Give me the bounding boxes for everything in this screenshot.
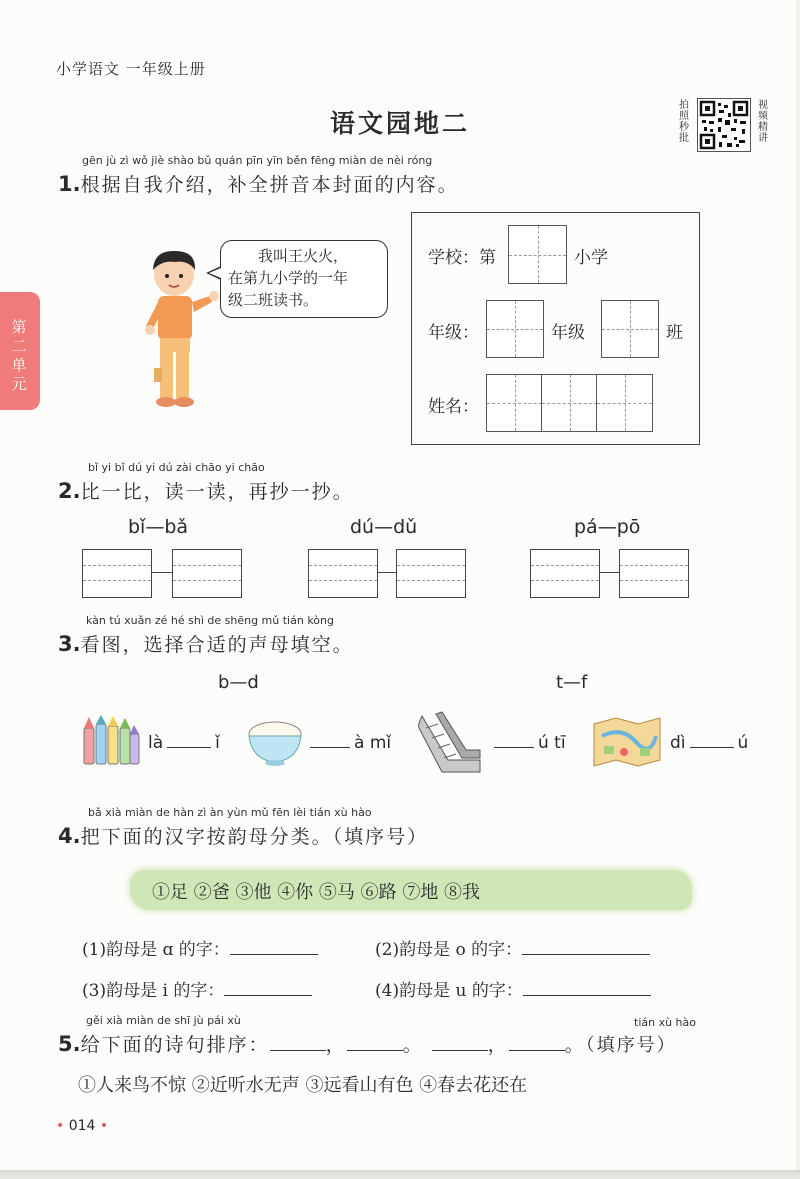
row-a-label: (1)韵母是 ɑ 的字：: [82, 940, 230, 960]
q4-text: 把下面的汉字按韵母分类。（填序号）: [80, 826, 429, 848]
item-3-after: ú tī: [538, 733, 566, 753]
crayons-icon: [82, 714, 142, 772]
option-b-d: b—d: [218, 672, 259, 693]
q5-blank-1[interactable]: [270, 1050, 326, 1051]
pinyin-box-3b[interactable]: [619, 549, 689, 598]
item-4-before: dì: [670, 733, 686, 753]
bubble-line-2: 在第九小学的一年: [228, 269, 349, 287]
q1-number: 1.: [58, 172, 81, 196]
q4-number: 4.: [58, 824, 81, 848]
q5-sep-1: ，: [325, 1034, 347, 1056]
row-o: [375, 935, 650, 960]
qr-code-icon[interactable]: [697, 98, 751, 152]
q3-question: [58, 630, 354, 657]
item-4-after: ú: [737, 733, 749, 753]
bubble-line-1: 我叫王火火，: [258, 247, 349, 265]
school-label: 学校：第: [428, 248, 496, 268]
bubble-tail-fill: [209, 268, 221, 278]
name-char-box-1[interactable]: [486, 374, 543, 432]
poem-lines: ①人来鸟不惊 ②近听水无声 ③远看山有色 ④春去花还在: [78, 1075, 528, 1096]
q1-pinyin: gēn jù zì wǒ jiè shào bǔ quán pīn yīn běn fēng miàn de nèi róng: [82, 154, 433, 167]
item-1-before: là: [148, 733, 164, 753]
row-u: [375, 976, 651, 1001]
page-number: [56, 1118, 108, 1134]
qr-left-label: 拍照秒批: [679, 100, 689, 144]
escalator-icon: [418, 710, 484, 780]
q5-blank-3[interactable]: [432, 1050, 488, 1051]
pinyin-box-3a[interactable]: [530, 549, 600, 598]
row-i: [82, 976, 312, 1001]
q2-text: 比一比，读一读，再抄一抄。: [80, 481, 354, 503]
q2-pinyin: bǐ yi bǐ dú yi dú zài chāo yi chāo: [88, 461, 265, 474]
school-char-box[interactable]: [508, 225, 567, 284]
grade-label: 年级：: [428, 323, 479, 343]
rice-bowl-icon: [246, 718, 304, 770]
q3-pinyin: kàn tú xuǎn zé hé shì de shēng mǔ tián kòng: [86, 614, 334, 627]
pinyin-box-2a[interactable]: [308, 549, 378, 598]
page-edge: [0, 1170, 800, 1179]
qr-right-label: 视频精讲: [758, 100, 768, 144]
option-t-f: t—f: [556, 672, 588, 693]
dot: •: [95, 1118, 109, 1134]
grade-char-box[interactable]: [486, 300, 544, 358]
bubble-line-3: 级二班读书。: [228, 291, 319, 309]
row-a: [82, 935, 318, 960]
grade-mid-label: 年级: [551, 323, 585, 343]
row-o-label: (2)韵母是 o 的字：: [375, 940, 523, 960]
q5-number: 5.: [58, 1032, 81, 1056]
q5-pinyin: gěi xià miàn de shī jù pái xù: [86, 1014, 241, 1027]
row-a-blank[interactable]: [230, 954, 318, 955]
name-char-box-2[interactable]: [541, 374, 598, 432]
item-2-after: à mǐ: [354, 733, 392, 753]
dash: [378, 572, 396, 573]
map-icon: [592, 716, 662, 772]
item-3: [494, 733, 566, 753]
page-number-value: 014: [68, 1118, 96, 1134]
book-header: 小学语文 一年级上册: [56, 60, 206, 78]
class-suffix: 班: [666, 323, 683, 343]
pinyin-box-2b[interactable]: [396, 549, 466, 598]
row-u-blank[interactable]: [523, 995, 651, 996]
item-1-blank[interactable]: [167, 747, 211, 748]
char-list: ①足 ②爸 ③他 ④你 ⑤马 ⑥路 ⑦地 ⑧我: [152, 882, 481, 903]
school-suffix: 小学: [574, 248, 608, 268]
q5-sep-2: 。: [402, 1034, 424, 1056]
name-label: 姓名：: [428, 397, 479, 417]
q5-text: 给下面的诗句排序：: [80, 1034, 270, 1056]
q5-suffix: （填序号）: [585, 1035, 677, 1056]
q5-blank-2[interactable]: [347, 1050, 403, 1051]
q2-question: [58, 477, 354, 504]
item-1: [148, 733, 220, 753]
dash: [152, 572, 172, 573]
page-title: 语文园地二: [329, 109, 470, 138]
item-4: [670, 733, 748, 753]
pair-2-label: dú—dǔ: [350, 516, 418, 538]
item-3-blank[interactable]: [494, 747, 534, 748]
bubble-text: [228, 245, 386, 311]
row-i-blank[interactable]: [224, 995, 312, 996]
item-2-blank[interactable]: [310, 747, 350, 748]
row-i-label: (3)韵母是 i 的字：: [82, 981, 225, 1001]
pinyin-box-1b[interactable]: [172, 549, 242, 598]
item-4-blank[interactable]: [690, 747, 734, 748]
item-2: [310, 733, 391, 753]
name-char-box-3[interactable]: [596, 374, 653, 432]
unit-tab[interactable]: [0, 292, 40, 410]
q5-sep-3: ，: [487, 1034, 509, 1056]
pinyin-box-1a[interactable]: [82, 549, 152, 598]
q5-pinyin-2: tián xù hào: [634, 1016, 696, 1029]
q5-blank-4[interactable]: [509, 1050, 565, 1051]
dot: •: [56, 1118, 69, 1134]
pair-1-label: bǐ—bǎ: [128, 516, 189, 538]
row-u-label: (4)韵母是 u 的字：: [375, 981, 523, 1001]
q4-question: [58, 822, 428, 849]
q4-pinyin: bǎ xià miàn de hàn zì àn yùn mǔ fēn lèi tián xù hào: [88, 806, 372, 819]
q5-sep-4: 。: [564, 1034, 586, 1056]
dash: [600, 572, 619, 573]
q5-question: [58, 1030, 677, 1057]
pair-3-label: pá—pō: [574, 516, 641, 538]
q3-number: 3.: [58, 632, 81, 656]
q3-text: 看图，选择合适的声母填空。: [80, 634, 354, 656]
item-1-after: ǐ: [215, 733, 220, 753]
q1-question: [58, 170, 459, 197]
q2-number: 2.: [58, 479, 81, 503]
class-char-box[interactable]: [601, 300, 659, 358]
unit-tab-label: 第二单元: [11, 318, 27, 393]
q1-text: 根据自我介绍，补全拼音本封面的内容。: [80, 174, 459, 196]
row-o-blank[interactable]: [522, 954, 650, 955]
